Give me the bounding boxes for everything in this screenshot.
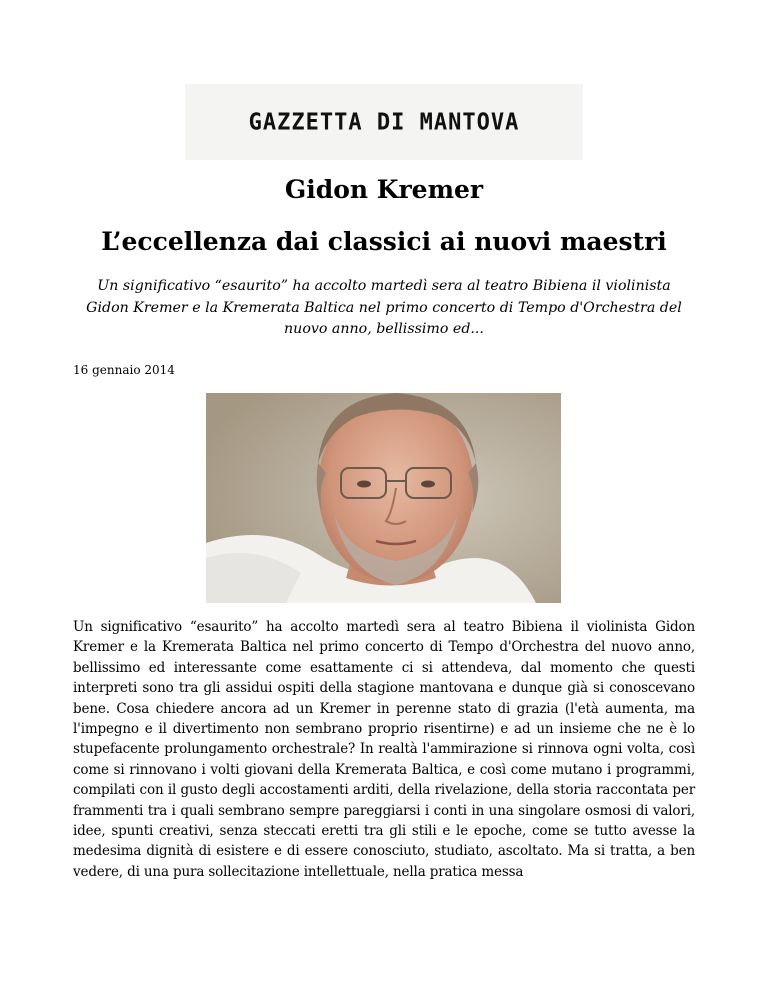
masthead-logo xyxy=(185,84,583,160)
article-body: Un significativo “esaurito” ha accolto martedì sera al teatro Bibiena il violinista Gidon Kremer e la Kremerata Baltica nel primo concerto di Tempo d'Orchestra del nuovo anno, bellissimo ed interessante come esattamente ci si attendeva, dal momento che questi interpreti sono tra gli assidui ospiti della stagione mantovana e dunque già si conoscevano bene. Cosa chiedere ancora ad un Kremer in perenne stato di grazia (l'età aumenta, ma l'impegno e il divertimento non sembrano proprio risentirne) e ad un insieme che ne è lo stupefacente prolungamento orchestrale? In realtà l'ammirazione si rinnova ogni volta, così come si rinnovano i volti giovani della Kremerata Baltica, e così come mutano i programmi, compilati con il gusto degli accostamenti arditi, della rivelazione, della storia raccontata per frammenti tra i quali sembrano sempre pareggiarsi i conti in una singolare osmosi di valori, idee, spunti creativi, senza steccati eretti tra gli stili e le epoche, come se tutto avesse la medesima dignità di esistere e di essere conosciuto, studiato, ascoltato. Ma si tratta, a ben vedere, di una pura sollecitazione intellettuale, nella pratica messa xyxy=(73,619,695,880)
portrait-illustration xyxy=(206,393,561,603)
portrait-photo xyxy=(206,393,561,603)
article-date: 16 gennaio 2014 xyxy=(73,363,175,377)
masthead-name: GAZZETTA DI MANTOVA xyxy=(248,108,520,136)
article-title: Gidon Kremer xyxy=(284,175,484,204)
article-lead: Un significativo “esaurito” ha accolto martedì sera al teatro Bibiena il violinista Gidon Kremer e la Kremerata Baltica nel primo concerto di Tempo d'Orchestra del nuovo anno, bellissimo ed... xyxy=(86,278,682,337)
article-subtitle: L’eccellenza dai classici ai nuovi maestri xyxy=(101,227,667,256)
